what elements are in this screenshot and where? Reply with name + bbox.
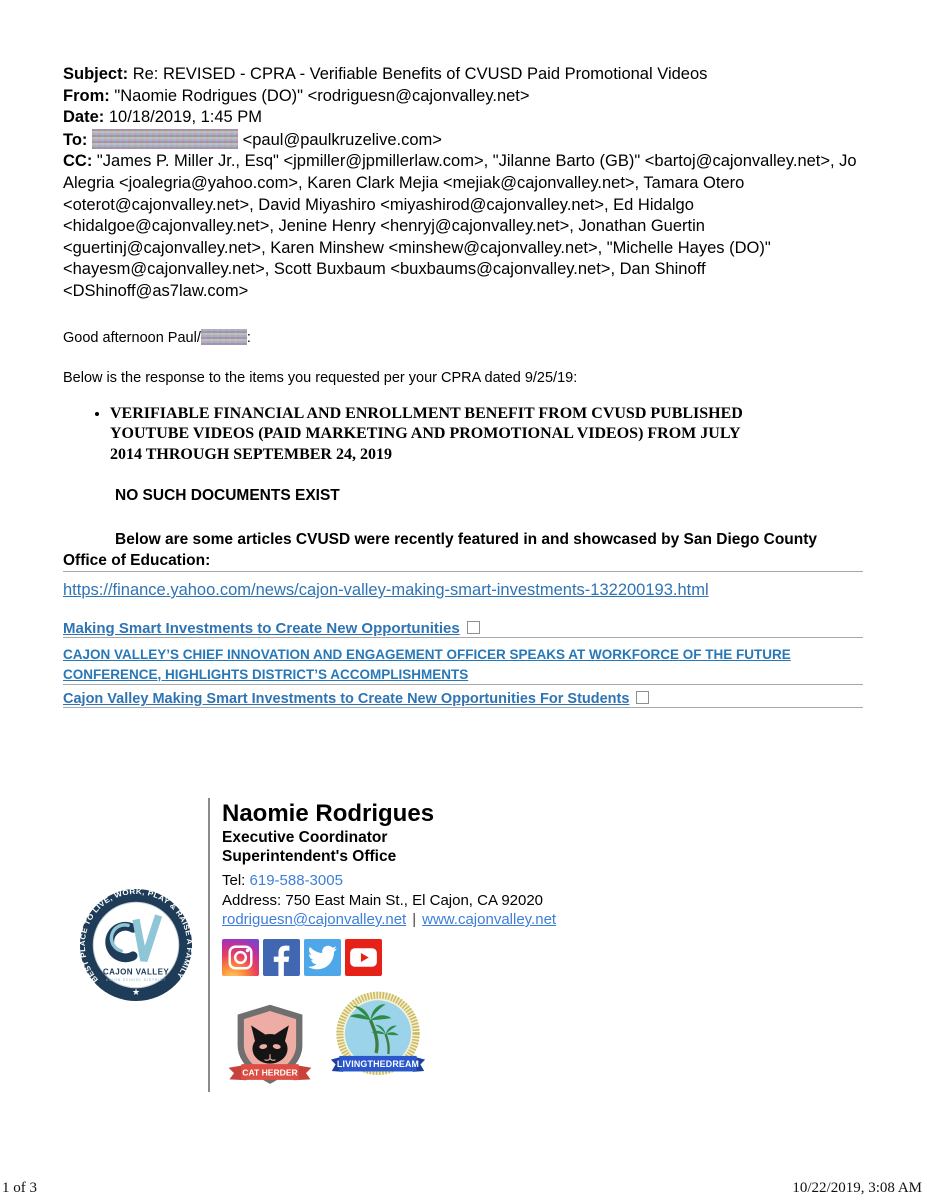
signature-seal-column bbox=[63, 798, 208, 1092]
social-icons-row bbox=[222, 939, 556, 976]
greeting-line bbox=[63, 329, 863, 346]
email-link[interactable]: rodriguesn@cajonvalley.net bbox=[222, 911, 407, 929]
greeting-colon: : bbox=[246, 329, 251, 346]
seal-sub-text: UNION SCHOOL DISTRICT bbox=[105, 977, 166, 982]
cc-value: "James P. Miller Jr., Esq" <jpmiller@jpmillerlaw.com>, "Jilanne Barto (GB)" <bartoj@cajonvalley.net>, Jo Alegria <joalegria@yahoo.com>, Karen Clark Mejia <mejiak@cajonvalley.net>, Tamara Otero <oterot@cajonvalley.net>, David Miyashiro <miyashirod@cajonvalley.net>, Ed Hidalgo <hidalgoe@cajonvalley.net>, Jenine Henry <henryj@cajonvalley.net>, Jonathan Guertin <guertinj@cajonvalley.net>, Karen Minshew <minshew@cajonvalley.net>, "Michelle Hayes (DO)" <hayesm@cajonvalley.net>, Scott Buxbaum <buxbaums@cajonvalley.net>, Dan Shinoff <DShinoff@as7law.com> bbox=[63, 152, 857, 300]
email-headers bbox=[63, 64, 863, 303]
twitter-icon[interactable] bbox=[304, 939, 341, 976]
livingthedream-badge-label: LIVINGTHEDREAM bbox=[336, 1058, 420, 1069]
footer-page-number: 1 of 3 bbox=[2, 1180, 37, 1196]
subject-value: Re: REVISED - CPRA - Verifiable Benefits of CVUSD Paid Promotional Videos bbox=[132, 65, 708, 83]
smart-investments-link[interactable]: Making Smart Investments to Create New Opportunities bbox=[63, 620, 460, 638]
youtube-icon[interactable] bbox=[345, 939, 382, 976]
signature-address-line bbox=[222, 891, 556, 911]
request-bullet-item: • VERIFIABLE FINANCIAL AND ENROLLMENT BENEFIT FROM CVUSD PUBLISHED YOUTUBE VIDEOS (PAID MARKETING AND PROMOTIONAL VIDEOS) FROM JULY 2014 THROUGH SEPTEMBER 24, 2019 bbox=[110, 404, 770, 466]
facebook-icon[interactable] bbox=[263, 939, 300, 976]
cat-herder-badge-label: CAT HERDER bbox=[242, 1066, 298, 1077]
from-value: "Naomie Rodrigues (DO)" <rodriguesn@cajonvalley.net> bbox=[114, 86, 530, 105]
article-link-line-2 bbox=[63, 691, 863, 707]
email-document-page bbox=[63, 64, 863, 1092]
redacted-greeting-name bbox=[201, 329, 247, 345]
redacted-recipient-name bbox=[92, 129, 238, 149]
to-value: <paul@paulkruzelive.com> bbox=[242, 130, 442, 149]
yahoo-url-line bbox=[63, 581, 863, 600]
horizontal-rule bbox=[63, 571, 863, 572]
pipe-separator: | bbox=[412, 911, 417, 929]
horizontal-rule bbox=[63, 637, 863, 638]
students-article-link[interactable]: Cajon Valley Making Smart Investments to Create New Opportunities For Students bbox=[63, 691, 630, 708]
header-subject-line bbox=[63, 64, 863, 86]
cc-label: CC: bbox=[63, 152, 93, 171]
broken-image-icon bbox=[636, 691, 649, 704]
seal-arc-text: BEST PLACE TO LIVE, WORK, PLAY & RAISE A FAMILY bbox=[77, 886, 194, 985]
website-link[interactable]: www.cajonvalley.net bbox=[422, 911, 557, 929]
cat-herder-badge bbox=[222, 1002, 318, 1092]
seal-star: ★ bbox=[131, 986, 140, 997]
header-to-line bbox=[63, 129, 863, 152]
tel-link[interactable]: 619-588-3005 bbox=[249, 872, 343, 890]
yahoo-article-link[interactable]: https://finance.yahoo.com/news/cajon-valley-making-smart-investments-132200193.html bbox=[63, 581, 709, 600]
signature-block bbox=[63, 798, 863, 1092]
instagram-icon[interactable] bbox=[222, 939, 259, 976]
no-documents-text: NO SUCH DOCUMENTS EXIST bbox=[115, 487, 340, 505]
request-bullet-list bbox=[63, 404, 863, 466]
date-value: 10/18/2019, 1:45 PM bbox=[108, 108, 263, 127]
intro-paragraph: Below is the response to the items you requested per your CPRA dated 9/25/19: bbox=[63, 369, 578, 386]
article-link-line-1 bbox=[63, 620, 863, 637]
greeting-text: Good afternoon Paul/ bbox=[63, 329, 201, 346]
to-label: To: bbox=[63, 130, 88, 149]
signature-title: Executive Coordinator bbox=[222, 829, 388, 847]
signature-details bbox=[208, 798, 556, 1092]
header-from-line bbox=[63, 86, 863, 108]
header-date-line bbox=[63, 107, 863, 129]
horizontal-rule bbox=[63, 684, 863, 685]
horizontal-rule bbox=[63, 707, 863, 708]
address-value: 750 East Main St., El Cajon, CA 92020 bbox=[285, 891, 544, 909]
conference-article-link[interactable]: CAJON VALLEY’S CHIEF INNOVATION AND ENGAGEMENT OFFICER SPEAKS AT WORKFORCE OF THE FUTURE CONFERENCE, HIGHLIGHTS DISTRICT’S ACCOMPLISHMENTS bbox=[63, 647, 791, 682]
from-label: From: bbox=[63, 86, 110, 105]
date-label: Date: bbox=[63, 108, 105, 127]
conference-heading-line bbox=[63, 645, 863, 684]
signature-links-line bbox=[222, 910, 556, 930]
articles-intro-paragraph: Below are some articles CVUSD were recently featured in and showcased by San Diego County Office of Education: bbox=[63, 531, 818, 570]
tel-label: Tel: bbox=[222, 872, 246, 890]
header-cc-line bbox=[63, 151, 863, 302]
signature-name: Naomie Rodrigues bbox=[222, 800, 435, 828]
signature-office: Superintendent's Office bbox=[222, 848, 397, 866]
seal-org-text: CAJON VALLEY bbox=[102, 967, 169, 977]
signature-tel-line bbox=[222, 871, 556, 891]
livingthedream-badge bbox=[326, 989, 430, 1087]
cajon-valley-seal bbox=[77, 883, 195, 1007]
address-label: Address: bbox=[222, 891, 282, 909]
subject-label: Subject: bbox=[63, 65, 129, 83]
badges-row bbox=[222, 989, 556, 1092]
footer-datetime: 10/22/2019, 3:08 AM bbox=[792, 1180, 922, 1196]
broken-image-icon bbox=[467, 621, 480, 634]
